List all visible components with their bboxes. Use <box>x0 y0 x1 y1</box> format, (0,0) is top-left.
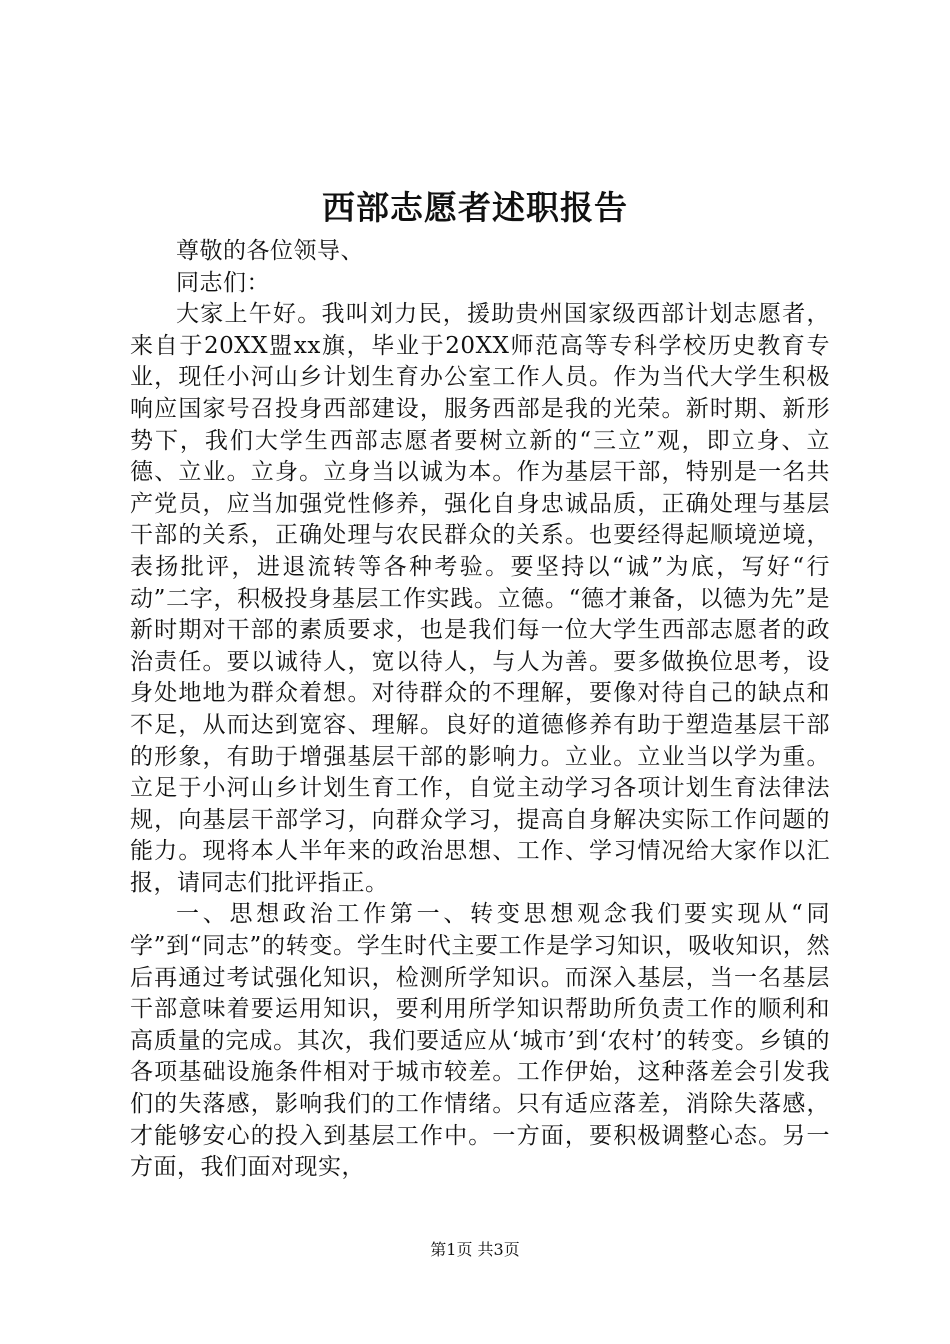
document-body <box>130 236 830 1184</box>
document-title: 西部志愿者述职报告 <box>322 188 628 227</box>
paragraph-introduction: 大家上午好。我叫刘力民，援助贵州国家级西部计划志愿者，来自于20XX盟xx旗，毕业于20XX师范高等专科学校历史教育专业，现任小河山乡计划生育办公室工作人员。作为当代大学生积极响应国家号召投身西部建设，服务西部是我的光荣。新时期、新形势下，我们大学生西部志愿者要树立新的“三立”观，即立身、立德、立业。立身。立身当以诚为本。作为基层干部，特别是一名共产党员，应当加强党性修养，强化自身忠诚品质，正确处理与基层干部的关系，正确处理与农民群众的关系。也要经得起顺境逆境，表扬批评，进退流转等各种考验。要坚持以“诚”为底，写好“行动”二字，积极投身基层工作实践。立德。“德才兼备，以德为先”是新时期对干部的素质要求，也是我们每一位大学生西部志愿者的政治责任。要以诚待人，宽以待人，与人为善。要多做换位思考，设身处地地为群众着想。对待群众的不理解，要像对待自己的缺点和不足，从而达到宽容、理解。良好的道德修养有助于塑造基层干部的形象，有助于增强基层干部的影响力。立业。立业当以学为重。立足于小河山乡计划生育工作，自觉主动学习各项计划生育法律法规，向基层干部学习，向群众学习，提高自身解决实际工作问题的能力。现将本人半年来的政治思想、工作、学习情况给大家作以汇报，请同志们批评指正。 <box>130 301 830 896</box>
paragraph-political-work: 一、思想政治工作第一、转变思想观念我们要实现从“同学”到“同志”的转变。学生时代主要工作是学习知识，吸收知识，然后再通过考试强化知识，检测所学知识。而深入基层，当一名基层干部意味着要运用知识，要利用所学知识帮助所负责工作的顺利和高质量的完成。其次，我们要适应从‘城市’到‘农村’的转变。乡镇的各项基础设施条件相对于城市较差。工作伊始，这种落差会引发我们的失落感，影响我们的工作情绪。只有适应落差，消除失落感，才能够安心的投入到基层工作中。一方面，要积极调整心态。另一方面，我们面对现实， <box>130 901 830 1181</box>
page-footer: 第1页 共3页 <box>430 1240 520 1259</box>
salutation-line-1: 尊敬的各位领导、 <box>176 238 364 264</box>
salutation-line-2: 同志们： <box>176 269 270 296</box>
